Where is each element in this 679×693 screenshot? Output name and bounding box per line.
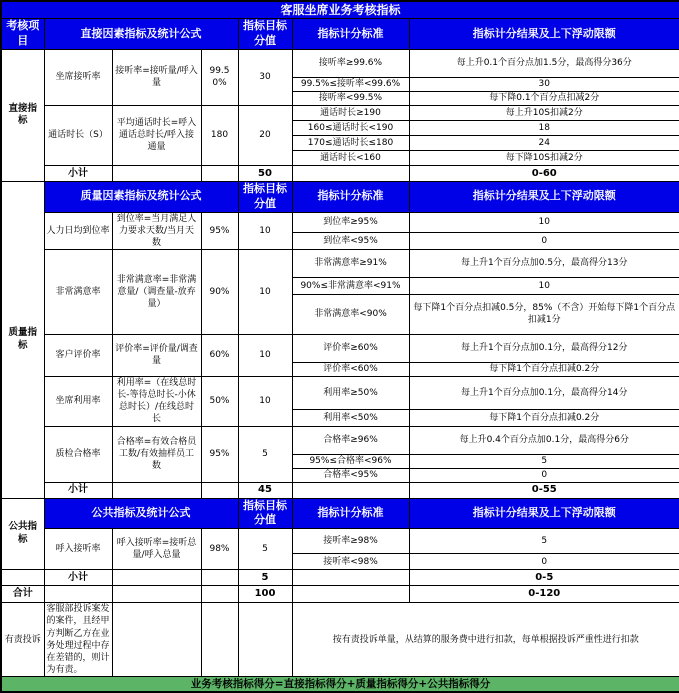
subtotal-range: 0-60 bbox=[409, 165, 679, 181]
rule-result: 每上升0.4个百分点加0.1分，最高得分6分 bbox=[409, 426, 679, 454]
indicator-score: 20 bbox=[238, 105, 292, 165]
header-scoring-standard: 指标计分标准 bbox=[292, 181, 409, 212]
indicator-name: 坐席利用率 bbox=[44, 376, 112, 426]
rule-standard: 评价率≥60% bbox=[292, 334, 409, 362]
rule-standard: 通话时长<160 bbox=[292, 150, 409, 165]
rule-result: 每下降1个百分点扣减0.5分，85%（不含）开始每下降1个百分点扣减1分 bbox=[409, 294, 679, 334]
rule-result: 0 bbox=[409, 554, 679, 570]
total-score: 100 bbox=[238, 586, 292, 603]
indicator-target: 90% bbox=[201, 249, 238, 334]
rule-result: 0 bbox=[409, 233, 679, 250]
rule-standard: 合格率≥96% bbox=[292, 426, 409, 454]
rule-standard: 合格率<95% bbox=[292, 468, 409, 482]
subtotal-score: 45 bbox=[238, 482, 292, 498]
header-target-score: 指标目标分值 bbox=[238, 181, 292, 212]
liability-label: 有责投诉 bbox=[1, 603, 44, 677]
rule-standard: 利用率<50% bbox=[292, 410, 409, 427]
indicator-score: 5 bbox=[238, 529, 292, 570]
rule-standard: 评价率<60% bbox=[292, 362, 409, 376]
indicator-name: 非常满意率 bbox=[44, 249, 112, 334]
empty-cell bbox=[238, 603, 292, 677]
indicator-formula: 到位率=当月满足人力要求天数/当月天数 bbox=[112, 212, 201, 249]
score-formula-footer: 业务考核指标得分=直接指标得分+质量指标得分+公共指标得分 bbox=[1, 677, 679, 693]
rule-result: 24 bbox=[409, 135, 679, 150]
rule-result: 每上升1个百分点加0.5分，最高得分13分 bbox=[409, 249, 679, 277]
subtotal-range: 0-55 bbox=[409, 482, 679, 498]
rule-result: 每下降10S扣减2分 bbox=[409, 150, 679, 165]
rule-standard: 非常满意率≥91% bbox=[292, 249, 409, 277]
header-scoring-standard: 指标计分标准 bbox=[292, 19, 409, 50]
indicator-target: 99.50% bbox=[201, 49, 238, 105]
indicator-name: 客户评价率 bbox=[44, 334, 112, 376]
rule-standard: 99.5%≤接听率<99.6% bbox=[292, 77, 409, 91]
rule-result: 每下降1个百分点扣减0.2分 bbox=[409, 362, 679, 376]
header-scoring-result: 指标计分结果及上下浮动限额 bbox=[409, 19, 679, 50]
empty-cell bbox=[1, 570, 44, 586]
empty-cell bbox=[201, 603, 238, 677]
rule-result: 5 bbox=[409, 529, 679, 554]
empty-cell bbox=[201, 586, 238, 603]
rule-result: 5 bbox=[409, 454, 679, 468]
section-label-quality: 质量指标 bbox=[1, 181, 44, 498]
empty-cell bbox=[112, 482, 201, 498]
indicator-name: 通话时长（S） bbox=[44, 105, 112, 165]
indicator-target: 95% bbox=[201, 212, 238, 249]
empty-cell bbox=[112, 165, 201, 181]
rule-result: 每下降0.1个百分点扣减2分 bbox=[409, 91, 679, 105]
subtotal-score: 50 bbox=[238, 165, 292, 181]
header-target-score: 指标目标分值 bbox=[238, 498, 292, 529]
indicator-target: 95% bbox=[201, 426, 238, 482]
rule-standard: 通话时长≥190 bbox=[292, 105, 409, 120]
empty-cell bbox=[112, 570, 201, 586]
indicator-formula: 接听率=接听量/呼入量 bbox=[112, 49, 201, 105]
header-quality-formula: 质量因素指标及统计公式 bbox=[44, 181, 238, 212]
header-public-formula: 公共指标及统计公式 bbox=[44, 498, 238, 529]
indicator-name: 呼入接听率 bbox=[44, 529, 112, 570]
section-label-public: 公共指标 bbox=[1, 498, 44, 570]
indicator-score: 10 bbox=[238, 334, 292, 376]
header-target-score: 指标目标分值 bbox=[238, 19, 292, 50]
rule-result: 每下降1个百分点扣减0.2分 bbox=[409, 410, 679, 427]
empty-cell bbox=[292, 165, 409, 181]
rule-result: 18 bbox=[409, 120, 679, 135]
empty-cell bbox=[201, 570, 238, 586]
indicator-formula: 呼入接听率=接听总量/呼入总量 bbox=[112, 529, 201, 570]
indicator-name: 人力日均到位率 bbox=[44, 212, 112, 249]
indicator-target: 50% bbox=[201, 376, 238, 426]
liability-policy: 按有责投诉单量，从结算的服务费中进行扣款，每单根据投诉严重性进行扣款 bbox=[292, 603, 679, 677]
rule-standard: 接听率<98% bbox=[292, 554, 409, 570]
indicator-formula: 非常满意率=非常满意量/（调查量-放弃量） bbox=[112, 249, 201, 334]
indicator-score: 10 bbox=[238, 212, 292, 249]
header-project: 考核项目 bbox=[1, 19, 44, 50]
header-scoring-result: 指标计分结果及上下浮动限额 bbox=[409, 181, 679, 212]
rule-result: 0 bbox=[409, 468, 679, 482]
rule-standard: 90%≤非常满意率<91% bbox=[292, 277, 409, 294]
empty-cell bbox=[201, 165, 238, 181]
header-scoring-standard: 指标计分标准 bbox=[292, 498, 409, 529]
empty-cell bbox=[292, 570, 409, 586]
table-title: 客服坐席业务考核指标 bbox=[1, 1, 679, 19]
indicator-score: 5 bbox=[238, 426, 292, 482]
empty-cell bbox=[112, 603, 201, 677]
empty-cell bbox=[292, 586, 409, 603]
indicator-formula: 利用率=（在线总时长-等待总时长-小休总时长）/在线总时长 bbox=[112, 376, 201, 426]
rule-standard: 170≤通话时长≤180 bbox=[292, 135, 409, 150]
header-scoring-result: 指标计分结果及上下浮动限额 bbox=[409, 498, 679, 529]
empty-cell bbox=[112, 586, 201, 603]
indicator-name: 坐席接听率 bbox=[44, 49, 112, 105]
empty-cell bbox=[201, 482, 238, 498]
empty-cell bbox=[292, 482, 409, 498]
subtotal-score: 5 bbox=[238, 570, 292, 586]
rule-result: 每上升1个百分点加0.1分，最高得分12分 bbox=[409, 334, 679, 362]
indicator-score: 10 bbox=[238, 249, 292, 334]
rule-result: 10 bbox=[409, 277, 679, 294]
rule-standard: 接听率≥99.6% bbox=[292, 49, 409, 77]
indicator-formula: 评价率=评价量/调查量 bbox=[112, 334, 201, 376]
rule-standard: 接听率≥98% bbox=[292, 529, 409, 554]
subtotal-label: 小计 bbox=[44, 165, 112, 181]
rule-result: 每上升0.1个百分点加1.5分，最高得分36分 bbox=[409, 49, 679, 77]
header-direct-formula: 直接因素指标及统计公式 bbox=[44, 19, 238, 50]
rule-result: 每上升10S扣减2分 bbox=[409, 105, 679, 120]
rule-standard: 到位率<95% bbox=[292, 233, 409, 250]
indicator-target: 60% bbox=[201, 334, 238, 376]
indicator-score: 10 bbox=[238, 376, 292, 426]
rule-standard: 利用率≥50% bbox=[292, 376, 409, 409]
rule-result: 30 bbox=[409, 77, 679, 91]
rule-result: 每上升1个百分点加0.1分，最高得分14分 bbox=[409, 376, 679, 409]
indicator-score: 30 bbox=[238, 49, 292, 105]
empty-cell bbox=[44, 586, 112, 603]
rule-standard: 160≤通话时长<190 bbox=[292, 120, 409, 135]
rule-standard: 95%≤合格率<96% bbox=[292, 454, 409, 468]
subtotal-label: 小计 bbox=[44, 570, 112, 586]
indicator-name: 质检合格率 bbox=[44, 426, 112, 482]
total-label: 合计 bbox=[1, 586, 44, 603]
section-label-direct: 直接指标 bbox=[1, 49, 44, 181]
indicator-target: 180 bbox=[201, 105, 238, 165]
rule-standard: 非常满意率<90% bbox=[292, 294, 409, 334]
liability-description: 客服部投诉案发的案件，且经甲方判断乙方在业务处理过程中存在差错的，则计为有责。 bbox=[44, 603, 112, 677]
indicator-formula: 合格率=有效合格员工数/有效抽样员工数 bbox=[112, 426, 201, 482]
indicator-formula: 平均通话时长=呼入通话总时长/呼入接通量 bbox=[112, 105, 201, 165]
rule-result: 10 bbox=[409, 212, 679, 233]
rule-standard: 接听率<99.5% bbox=[292, 91, 409, 105]
rule-standard: 到位率≥95% bbox=[292, 212, 409, 233]
indicator-target: 98% bbox=[201, 529, 238, 570]
subtotal-range: 0-5 bbox=[409, 570, 679, 586]
total-range: 0-120 bbox=[409, 586, 679, 603]
subtotal-label: 小计 bbox=[44, 482, 112, 498]
